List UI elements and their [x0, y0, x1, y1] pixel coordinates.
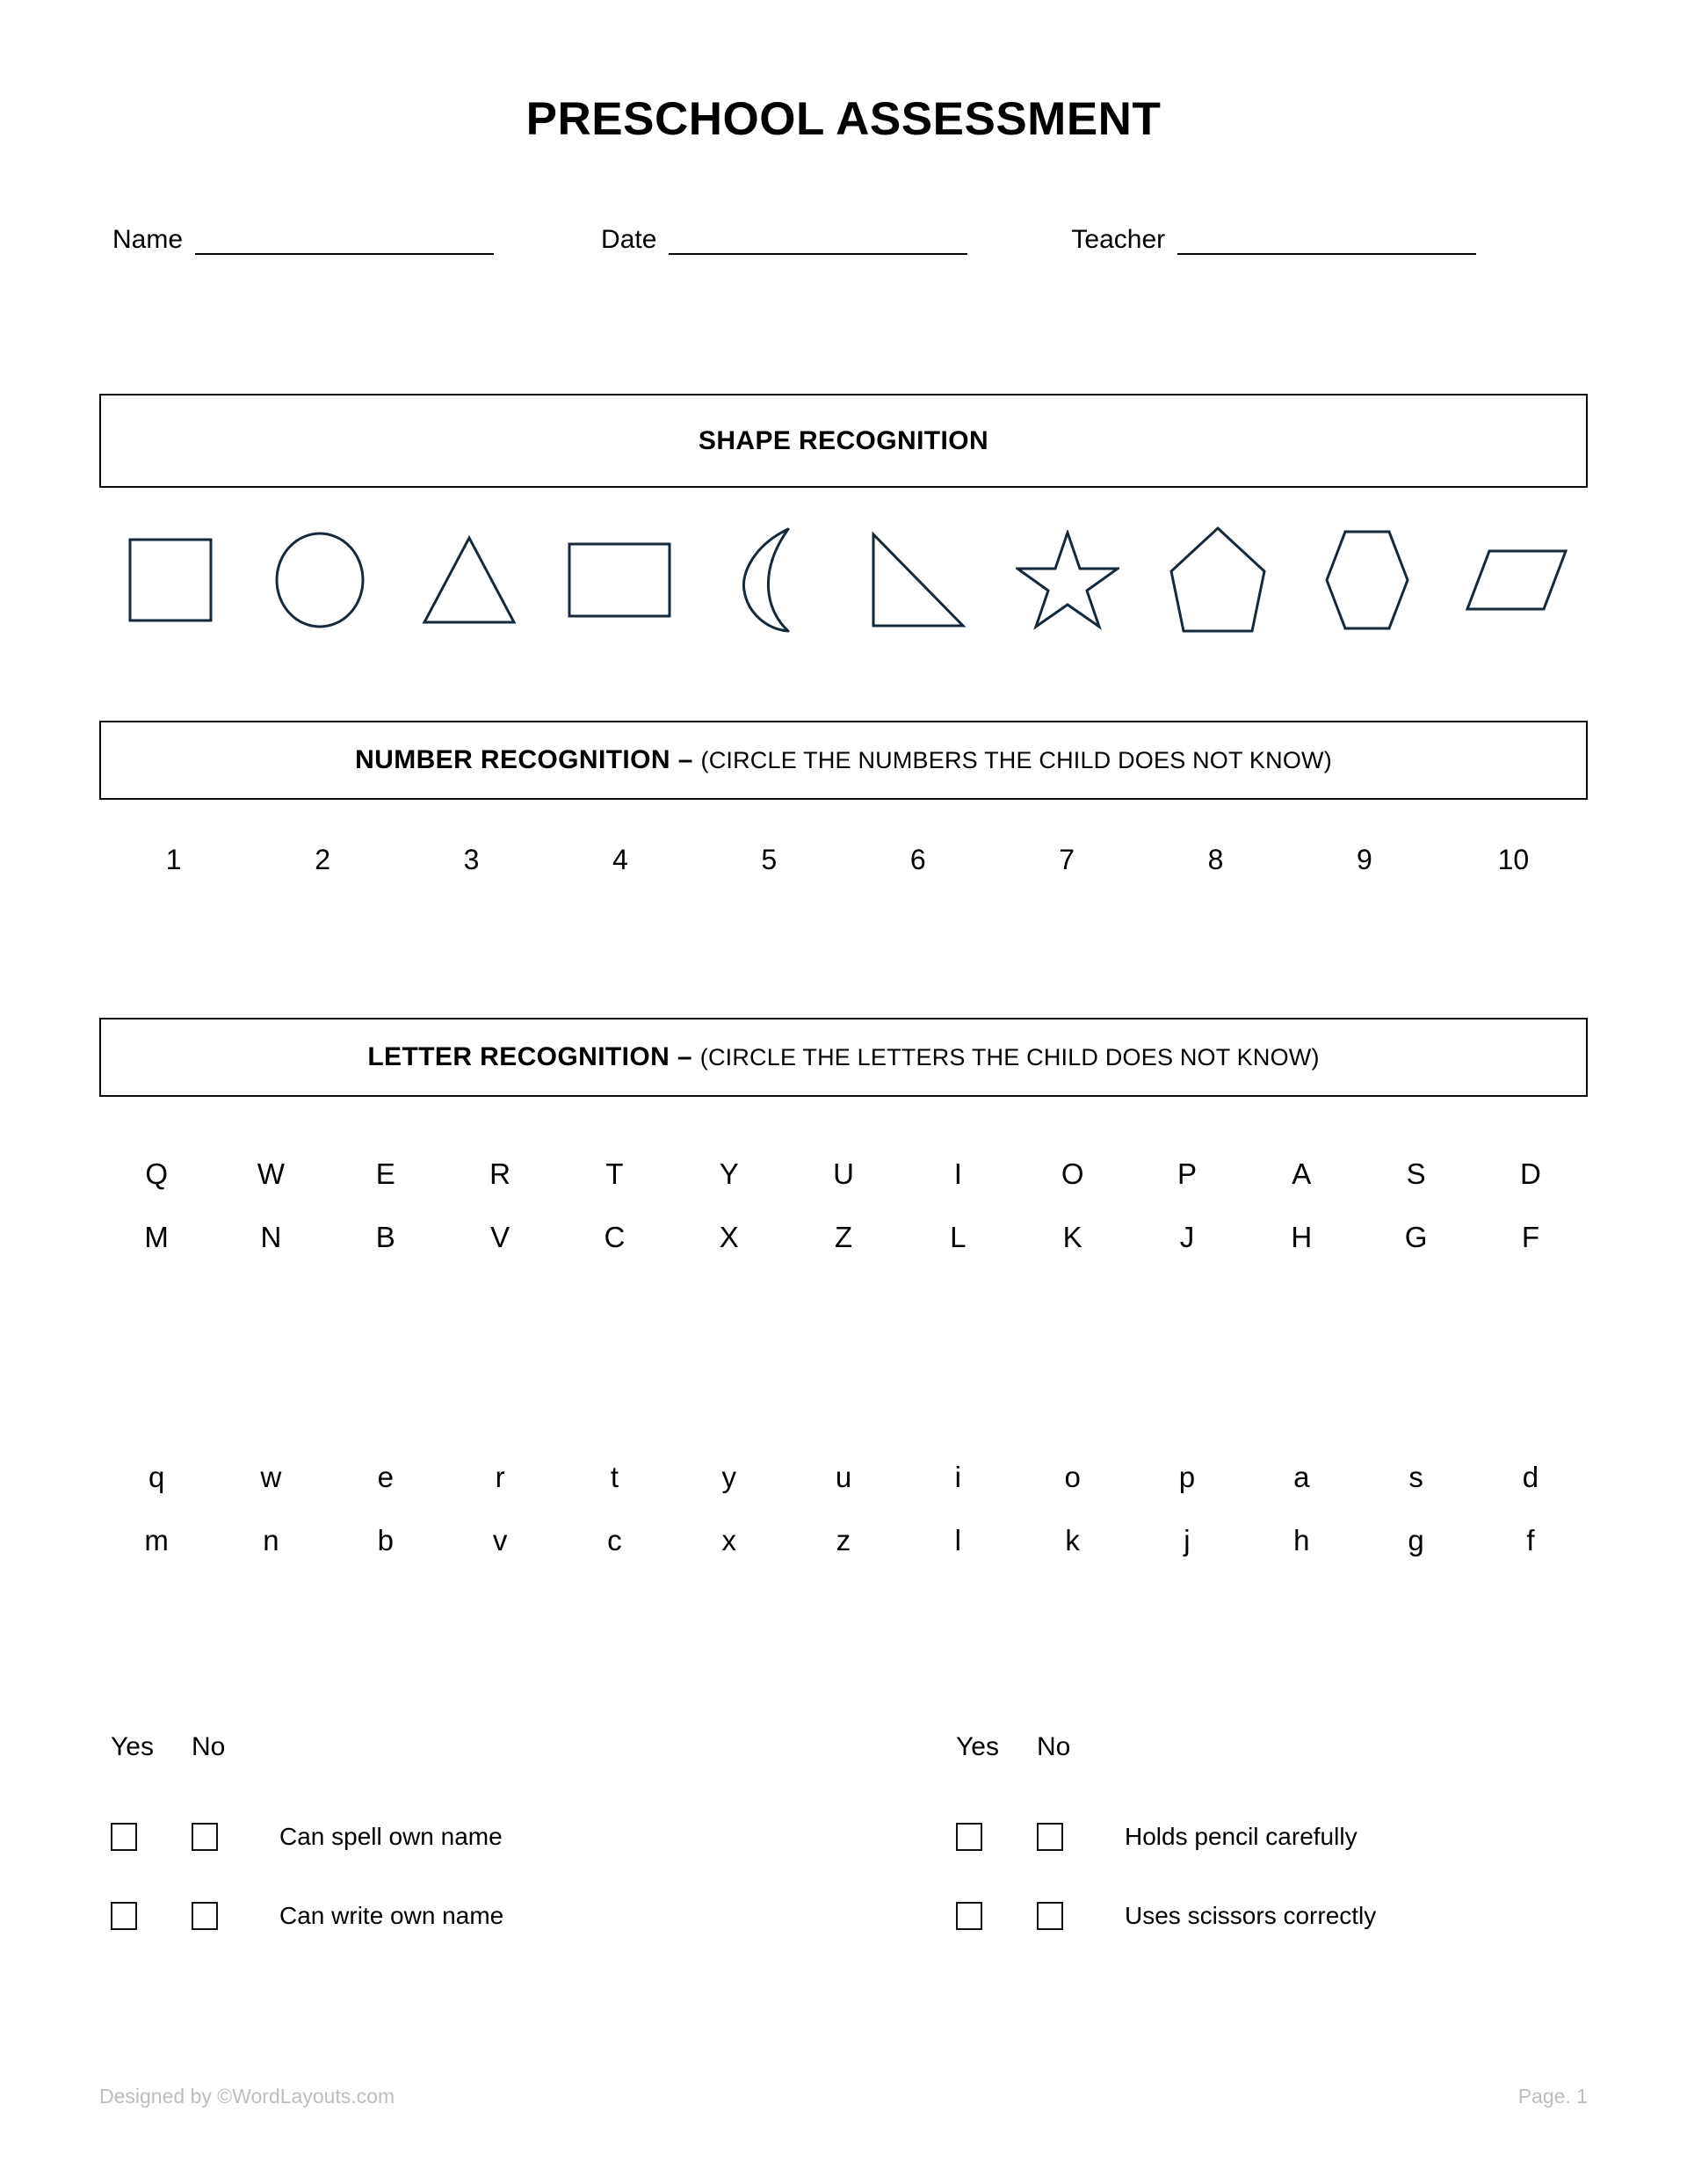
number-cell[interactable]: 8 [1207, 844, 1224, 875]
letter-cell[interactable]: C [604, 1221, 626, 1253]
number-cell[interactable]: 5 [761, 844, 778, 875]
yes-checkbox-wrap[interactable] [111, 1823, 192, 1851]
skills-header-left [111, 1727, 752, 1767]
letter-cell[interactable]: z [836, 1524, 851, 1556]
no-checkbox-wrap[interactable] [192, 1902, 279, 1930]
skill-label: Holds pencil carefully [1125, 1823, 1358, 1850]
checkbox-yes-icon[interactable] [111, 1823, 137, 1851]
letter-cell[interactable]: L [950, 1221, 967, 1253]
footer-page-number: Page. 1 [1517, 2085, 1588, 2108]
letter-cell[interactable]: f [1526, 1524, 1535, 1556]
yes-column-label: Yes [111, 1732, 154, 1761]
letter-cell[interactable]: K [1062, 1221, 1082, 1253]
section-header-letter-recognition [99, 1018, 1588, 1097]
letter-section-title: LETTER RECOGNITION – [367, 1042, 700, 1071]
checkbox-yes-icon[interactable] [956, 1902, 982, 1930]
shape-recognition-row [99, 510, 1588, 650]
skill-label: Can write own name [279, 1902, 504, 1929]
letter-cell[interactable]: c [607, 1524, 622, 1556]
checkbox-yes-icon[interactable] [111, 1902, 137, 1930]
letter-cell[interactable]: k [1065, 1524, 1080, 1556]
letter-cell[interactable]: u [835, 1461, 852, 1493]
field-name-input[interactable] [195, 227, 494, 255]
circle-shape [254, 514, 386, 646]
number-section-subtitle: (CIRCLE THE NUMBERS THE CHILD DOES NOT KNOW) [700, 747, 1332, 773]
letter-cell[interactable]: d [1522, 1461, 1539, 1493]
skill-label: Can spell own name [279, 1823, 503, 1850]
section-header-number-recognition [99, 721, 1588, 800]
letter-cell[interactable]: i [954, 1461, 962, 1493]
letter-cell[interactable]: H [1291, 1221, 1313, 1253]
letter-cell[interactable]: R [489, 1157, 511, 1190]
lowercase-letter-row [99, 1509, 1588, 1572]
letter-cell[interactable]: x [721, 1524, 736, 1556]
skill-row-holds-pencil-carefully [956, 1797, 1597, 1876]
letter-cell[interactable]: b [377, 1524, 394, 1556]
letter-cell[interactable]: e [377, 1461, 394, 1493]
letter-cell[interactable]: l [954, 1524, 962, 1556]
triangle-shape [403, 514, 535, 646]
letter-cell[interactable]: a [1293, 1461, 1310, 1493]
letter-cell[interactable]: o [1064, 1461, 1081, 1493]
letter-cell[interactable]: p [1178, 1461, 1196, 1493]
parallelogram-shape [1451, 514, 1582, 646]
letter-cell[interactable]: w [260, 1461, 282, 1493]
letter-cell[interactable]: X [719, 1221, 739, 1253]
letter-cell[interactable]: h [1293, 1524, 1310, 1556]
letter-cell[interactable]: M [144, 1221, 169, 1253]
letter-section-subtitle: (CIRCLE THE LETTERS THE CHILD DOES NOT KNOW) [699, 1044, 1320, 1070]
number-cell[interactable]: 10 [1497, 844, 1530, 875]
letter-cell[interactable]: Z [834, 1221, 853, 1253]
skills-column-left [111, 1727, 752, 1955]
skills-header-right [956, 1727, 1597, 1767]
letter-cell[interactable]: N [260, 1221, 282, 1253]
number-cell[interactable]: 9 [1357, 844, 1372, 875]
field-date-label: Date [601, 225, 657, 254]
field-name-label: Name [112, 225, 184, 254]
no-checkbox-wrap[interactable] [1037, 1823, 1125, 1851]
skill-row-can-write-own-name [111, 1876, 752, 1955]
skill-row-uses-scissors-correctly [956, 1876, 1597, 1955]
uppercase-letter-row [99, 1143, 1588, 1206]
square-shape [105, 514, 236, 646]
letter-cell[interactable]: I [953, 1157, 962, 1190]
letter-cell[interactable]: A [1292, 1157, 1312, 1190]
no-column-label: No [1037, 1732, 1071, 1761]
number-section-title: NUMBER RECOGNITION – [355, 745, 701, 774]
skill-row-can-spell-own-name [111, 1797, 752, 1876]
star-shape [1002, 514, 1133, 646]
letter-cell[interactable]: n [263, 1524, 279, 1556]
letter-cell[interactable]: P [1177, 1157, 1197, 1190]
letter-cell[interactable]: E [375, 1157, 395, 1190]
checkbox-no-icon[interactable] [192, 1823, 218, 1851]
yes-checkbox-wrap[interactable] [111, 1902, 192, 1930]
letter-cell[interactable]: v [492, 1524, 508, 1556]
skills-column-right [956, 1727, 1597, 1955]
checkbox-no-icon[interactable] [1037, 1902, 1063, 1930]
letter-cell[interactable]: J [1179, 1221, 1195, 1253]
letter-cell[interactable]: B [375, 1221, 395, 1253]
header-fields [112, 227, 1575, 255]
letter-cell[interactable]: D [1519, 1157, 1541, 1190]
letter-cell[interactable]: O [1061, 1157, 1084, 1190]
shape-section-title: SHAPE RECOGNITION [698, 425, 989, 455]
field-teacher-label: Teacher [1071, 225, 1166, 254]
hexagon-shape [1301, 514, 1433, 646]
number-cell[interactable]: 4 [612, 844, 628, 875]
number-cell[interactable]: 1 [165, 844, 182, 875]
skill-label: Uses scissors correctly [1125, 1902, 1377, 1929]
right-triangle-shape [852, 514, 984, 646]
field-teacher [1071, 227, 1476, 255]
section-header-shape-recognition [99, 394, 1588, 488]
letter-cell[interactable]: j [1184, 1524, 1191, 1556]
no-column-label: No [192, 1732, 226, 1761]
footer-credit: Designed by ©WordLayouts.com [99, 2085, 395, 2108]
number-cell[interactable]: 6 [909, 844, 926, 875]
letter-cell[interactable]: m [144, 1524, 169, 1556]
checkbox-no-icon[interactable] [192, 1902, 218, 1930]
letter-cell[interactable]: g [1408, 1524, 1424, 1556]
letter-cell[interactable]: W [257, 1157, 286, 1190]
lowercase-letters-block [99, 1446, 1588, 1572]
no-checkbox-wrap[interactable] [1037, 1902, 1125, 1930]
number-cell[interactable]: 2 [315, 844, 330, 875]
letter-cell[interactable]: q [148, 1461, 165, 1493]
letter-cell[interactable]: t [610, 1461, 619, 1493]
number-recognition-row [99, 844, 1588, 876]
crescent-moon-shape [703, 514, 835, 646]
letter-cell[interactable]: r [495, 1461, 505, 1493]
checkbox-yes-icon[interactable] [956, 1823, 982, 1851]
lowercase-letter-row [99, 1446, 1588, 1509]
no-checkbox-wrap[interactable] [192, 1823, 279, 1851]
field-teacher-input[interactable] [1177, 227, 1476, 255]
letter-cell[interactable]: U [833, 1157, 854, 1190]
yes-checkbox-wrap[interactable] [956, 1823, 1037, 1851]
letter-cell[interactable]: Q [145, 1157, 168, 1190]
rectangle-shape [554, 514, 685, 646]
letter-cell[interactable]: F [1521, 1221, 1539, 1253]
uppercase-letters-block [99, 1143, 1588, 1269]
letter-cell[interactable]: V [490, 1221, 510, 1253]
letter-cell[interactable]: T [605, 1157, 624, 1190]
pentagon-shape [1152, 514, 1284, 646]
checkbox-no-icon[interactable] [1037, 1823, 1063, 1851]
yes-column-label: Yes [956, 1732, 999, 1761]
number-cell[interactable]: 3 [463, 844, 480, 875]
field-date-input[interactable] [669, 227, 967, 255]
letter-cell[interactable]: G [1404, 1221, 1428, 1253]
field-date [601, 227, 967, 255]
field-name [112, 227, 494, 255]
page-title: PRESCHOOL ASSESSMENT [525, 93, 1162, 145]
letter-cell[interactable]: S [1406, 1157, 1426, 1190]
letter-section-heading [367, 1042, 1319, 1072]
uppercase-letter-row [99, 1206, 1588, 1269]
letter-cell[interactable]: Y [719, 1157, 739, 1190]
letter-cell[interactable]: s [1408, 1461, 1423, 1493]
number-section-heading [355, 745, 1332, 775]
yes-checkbox-wrap[interactable] [956, 1902, 1037, 1930]
letter-cell[interactable]: y [721, 1461, 736, 1493]
number-cell[interactable]: 7 [1059, 844, 1075, 875]
page-footer [99, 2085, 1588, 2108]
